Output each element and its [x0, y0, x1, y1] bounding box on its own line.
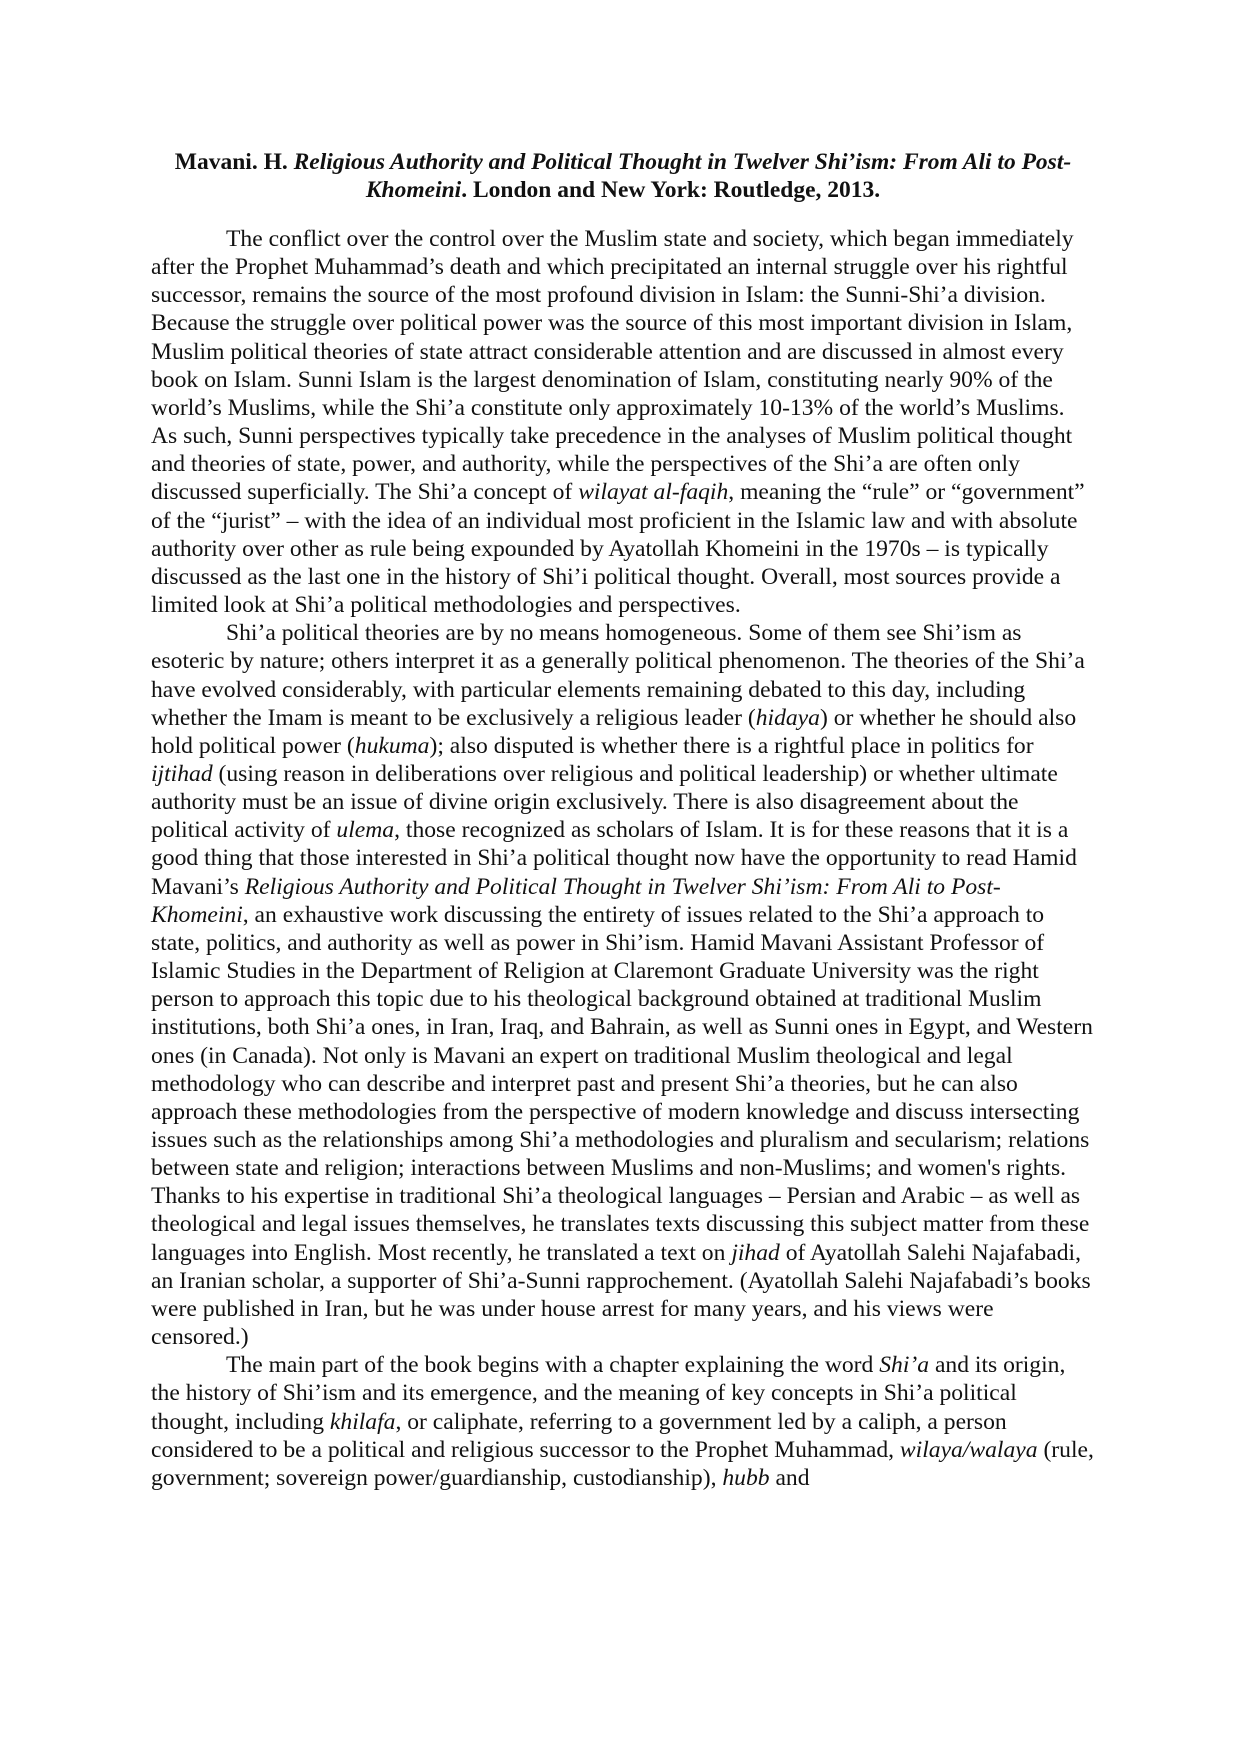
italic-term: hubb: [722, 1464, 770, 1491]
heading-publication: . London and New York: Routledge, 2013.: [461, 177, 881, 203]
italic-term: jihad: [731, 1239, 780, 1266]
review-body: [151, 225, 1095, 1492]
paragraph-text: , those recognized as scholars of Islam. It is for these reasons that it is a good thing that those interested in Shi’a political thought now have the opportunity to read Hamid Mavani’s: [151, 817, 1077, 900]
paragraph-text: (rule, government; sovereign power/guardianship, custodianship),: [151, 1436, 1094, 1491]
paragraph-text: Shi’a political theories are by no means homogeneous. Some of them see Shi’ism as esoteric by nature; others interpret it as a generally political phenomenon. The theories of the Shi’a have evolved considerably, with particular elements remaining debated to this day, including whether the Imam is meant to be exclusively a religious leader (: [151, 620, 1085, 731]
italic-term: hidaya: [755, 704, 820, 731]
italic-term: wilaya/walaya: [899, 1436, 1038, 1463]
italic-term: Shi’a: [879, 1352, 930, 1379]
italic-term: ijtihad: [151, 760, 213, 787]
paragraph-text: (using reason in deliberations over religious and political leadership) or whether ultimate authority must be an issue of divine origin exclusively. There is also disagreement about the political activity of: [151, 760, 1058, 844]
paragraph-text: ) or whether he should also hold political power (: [151, 704, 1077, 759]
heading-author: Mavani. H.: [174, 149, 288, 175]
paragraph-text: , or caliphate, referring to a government led by a caliph, a person considered to be a political and religious successor to the Prophet Muhammad,: [151, 1408, 1007, 1463]
paragraph-text: ); also disputed is whether there is a rightful place in politics for: [429, 732, 1034, 759]
italic-term: khilafa: [329, 1408, 396, 1435]
paragraph-text: , an exhaustive work discussing the entirety of issues related to the Shi’a approach to state, politics, and authority as well as power in Shi’ism. Hamid Mavani Assistant Professor of Islamic Studies in the Department of Religion at Claremont Graduate University was the right person to approach this topic due to his theological background obtained at traditional Muslim institutions, both Shi’a ones, in Iran, Iraq, and Bahrain, as well as Sunni ones in Egypt, and Western ones (in Canada). Not only is Mavani an expert on traditional Muslim theological and legal methodology who can describe and interpret past and present Shi’a theories, but he can also approach these methodologies from the perspective of modern knowledge and discuss intersecting issues such as the relationships among Shi’a methodologies and pluralism and secularism; relations between state and religion; interactions between Muslims and non-Muslims; and women's rights. Thanks to his expertise in traditional Shi’a theological languages – Persian and Arabic – as well as theological and legal issues themselves, he translates texts discussing this subject matter from these languages into English. Most recently, he translated a text on: [151, 901, 1093, 1266]
paragraph-text: of Ayatollah Salehi Najafabadi, an Iranian scholar, a supporter of Shi’a-Sunni rapprochement. (Ayatollah Salehi Najafabadi’s books were published in Iran, but he was under house arrest for many years, and his views were censored.): [151, 1239, 1091, 1351]
paragraph-text: and its origin, the history of Shi’ism and its emergence, and the meaning of key concepts in Shi’a political thought, including: [151, 1352, 1066, 1435]
document-page: [151, 148, 1095, 1492]
body-paragraph: [151, 619, 1095, 1351]
body-paragraph: [151, 1351, 1095, 1492]
review-heading: [151, 148, 1095, 204]
italic-term: wilayat al-faqih: [578, 479, 729, 506]
paragraph-text: , meaning the “rule” or “government” of the “jurist” – with the idea of an individual most proficient in the Islamic law and with absolute authority over other as rule being expounded by Ayatollah Khomeini in the 1970s – is typically discussed as the last one in the history of Shi’i political thought. Overall, most sources provide a limited look at Shi’a political methodologies and perspectives.: [151, 479, 1085, 619]
italic-term: ulema: [336, 817, 395, 844]
heading-book-title: Religious Authority and Political Thought in Twelver Shi’ism: From Ali to Post-Khomeini: [293, 149, 1072, 203]
italic-term: Religious Authority and Political Thought in Twelver Shi’ism: From Ali to Post-Khomeini: [151, 873, 1001, 928]
paragraph-text: and: [769, 1464, 810, 1491]
body-paragraph: [151, 225, 1095, 619]
paragraph-text: The main part of the book begins with a chapter explaining the word: [226, 1352, 880, 1379]
italic-term: hukuma: [354, 732, 430, 759]
paragraph-text: The conflict over the control over the Muslim state and society, which began immediately after the Prophet Muhammad’s death and which precipitated an internal struggle over his rightful successor, remains the source of the most profound division in Islam: the Sunni-Shi’a division. Because the struggle over political power was the source of this most important division in Islam, Muslim political theories of state attract considerable attention and are discussed in almost every book on Islam. Sunni Islam is the largest denomination of Islam, constituting nearly 90% of the world’s Muslims, while the Shi’a constitute only approximately 10-13% of the world’s Muslims. As such, Sunni perspectives typically take precedence in the analyses of Muslim political thought and theories of state, power, and authority, while the perspectives of the Shi’a are often only discussed superficially. The Shi’a concept of: [151, 226, 1074, 506]
